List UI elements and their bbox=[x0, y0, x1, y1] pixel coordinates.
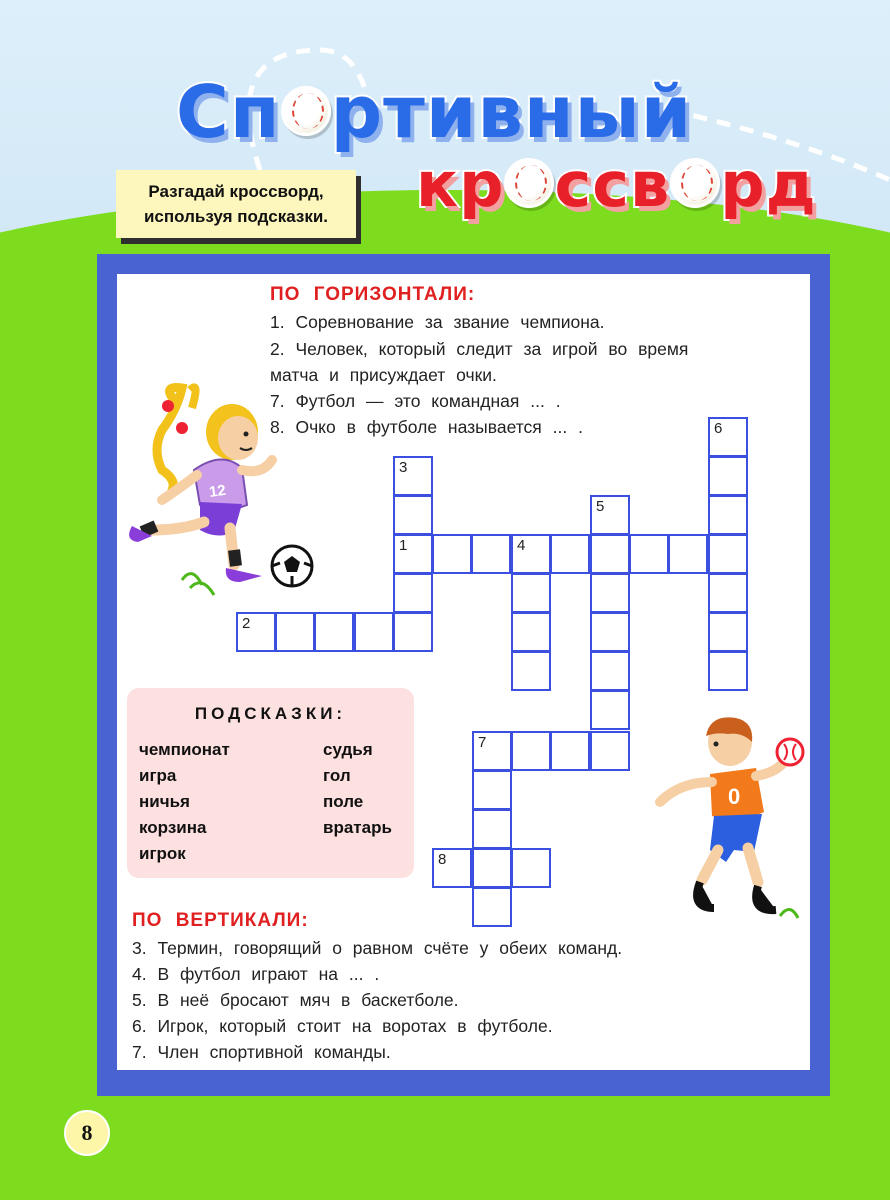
cell[interactable] bbox=[590, 731, 630, 771]
hints-box bbox=[127, 688, 414, 878]
cell[interactable] bbox=[590, 651, 630, 691]
down-heading: ПО ВЕРТИКАЛИ: bbox=[132, 910, 309, 931]
hint-word: поле bbox=[323, 792, 364, 811]
cell-1[interactable] bbox=[393, 534, 433, 574]
cell[interactable] bbox=[708, 651, 748, 691]
cell[interactable] bbox=[590, 612, 630, 652]
hint-word: судья bbox=[323, 740, 373, 759]
cell[interactable] bbox=[511, 731, 551, 771]
across-clue-2: 2. Человек, который следит за игрой во время bbox=[270, 339, 689, 359]
cell[interactable] bbox=[471, 534, 511, 574]
cell[interactable] bbox=[472, 809, 512, 849]
cell[interactable] bbox=[590, 690, 630, 730]
cell[interactable] bbox=[708, 573, 748, 613]
cell[interactable] bbox=[511, 651, 551, 691]
down-clue-4: 4. В футбол играют на ... . bbox=[132, 964, 380, 984]
instruction-note bbox=[116, 170, 356, 238]
baseball-icon bbox=[670, 158, 720, 208]
cell[interactable] bbox=[708, 456, 748, 496]
across-clue-7: 7. Футбол — это командная ... . bbox=[270, 391, 561, 411]
instruction-line-1: Разгадай кроссворд, bbox=[148, 182, 324, 201]
hint-word: ничья bbox=[139, 792, 190, 811]
hint-word: игрок bbox=[139, 844, 186, 863]
cell[interactable] bbox=[432, 534, 472, 574]
clue-number: 1 bbox=[399, 537, 408, 554]
cell[interactable] bbox=[393, 495, 433, 535]
cell-8[interactable] bbox=[432, 848, 472, 888]
cell[interactable] bbox=[550, 731, 590, 771]
cell[interactable] bbox=[511, 612, 551, 652]
cell[interactable] bbox=[314, 612, 354, 652]
baseball-icon bbox=[504, 158, 554, 208]
cell-2[interactable] bbox=[236, 612, 276, 652]
hint-word: вратарь bbox=[323, 818, 392, 837]
girl-jersey-number: 12 bbox=[208, 481, 227, 502]
down-clue-5: 5. В неё бросают мяч в баскетболе. bbox=[132, 990, 459, 1010]
cell[interactable] bbox=[275, 612, 315, 652]
cell[interactable] bbox=[472, 770, 512, 810]
across-clue-1: 1. Соревнование за звание чемпиона. bbox=[270, 312, 605, 332]
cell[interactable] bbox=[590, 573, 630, 613]
cell[interactable] bbox=[550, 534, 590, 574]
page-number: 8 bbox=[64, 1110, 110, 1156]
title-line-2: кр ссв рд bbox=[416, 148, 817, 221]
across-clue-8: 8. Очко в футболе называется ... . bbox=[270, 417, 583, 437]
cell[interactable] bbox=[708, 612, 748, 652]
cell[interactable] bbox=[629, 534, 669, 574]
cell-5[interactable] bbox=[590, 495, 630, 535]
boy-player-illustration bbox=[640, 712, 820, 932]
clue-number: 8 bbox=[438, 851, 447, 868]
across-clue-2-cont: матча и присуждает очки. bbox=[270, 365, 497, 385]
baseball-icon bbox=[281, 86, 331, 136]
clue-number: 5 bbox=[596, 498, 605, 515]
cell-4[interactable] bbox=[511, 534, 551, 574]
girl-soccer-player-illustration bbox=[122, 380, 322, 600]
cell[interactable] bbox=[708, 495, 748, 535]
cell[interactable] bbox=[511, 848, 551, 888]
cell[interactable] bbox=[472, 848, 512, 888]
clue-number: 4 bbox=[517, 537, 526, 554]
cell[interactable] bbox=[590, 534, 630, 574]
down-clue-6: 6. Игрок, который стоит на воротах в футболе. bbox=[132, 1016, 553, 1036]
hint-word: чемпионат bbox=[139, 740, 230, 759]
down-clue-7: 7. Член спортивной команды. bbox=[132, 1042, 391, 1062]
cell[interactable] bbox=[393, 612, 433, 652]
cell[interactable] bbox=[668, 534, 708, 574]
across-heading: ПО ГОРИЗОНТАЛИ: bbox=[270, 284, 476, 305]
hint-word: гол bbox=[323, 766, 351, 785]
cell[interactable] bbox=[708, 534, 748, 574]
hint-word: корзина bbox=[139, 818, 207, 837]
hints-heading: ПОДСКАЗКИ: bbox=[194, 704, 347, 723]
cell[interactable] bbox=[393, 573, 433, 613]
cell-3[interactable] bbox=[393, 456, 433, 496]
down-clue-3: 3. Термин, говорящий о равном счёте у обеих команд. bbox=[132, 938, 623, 958]
cell-6[interactable] bbox=[708, 417, 748, 457]
cell[interactable] bbox=[472, 887, 512, 927]
cell-7[interactable] bbox=[472, 731, 512, 771]
clue-number: 2 bbox=[242, 615, 251, 632]
title-line-1: Сп ртивный bbox=[176, 70, 693, 154]
instruction-line-2: используя подсказки. bbox=[143, 207, 329, 226]
boy-jersey-number: 0 bbox=[728, 784, 741, 809]
clue-number: 6 bbox=[714, 420, 723, 437]
cell[interactable] bbox=[511, 573, 551, 613]
clue-number: 3 bbox=[399, 459, 408, 476]
hint-word: игра bbox=[139, 766, 177, 785]
cell[interactable] bbox=[354, 612, 394, 652]
clue-number: 7 bbox=[478, 734, 487, 751]
